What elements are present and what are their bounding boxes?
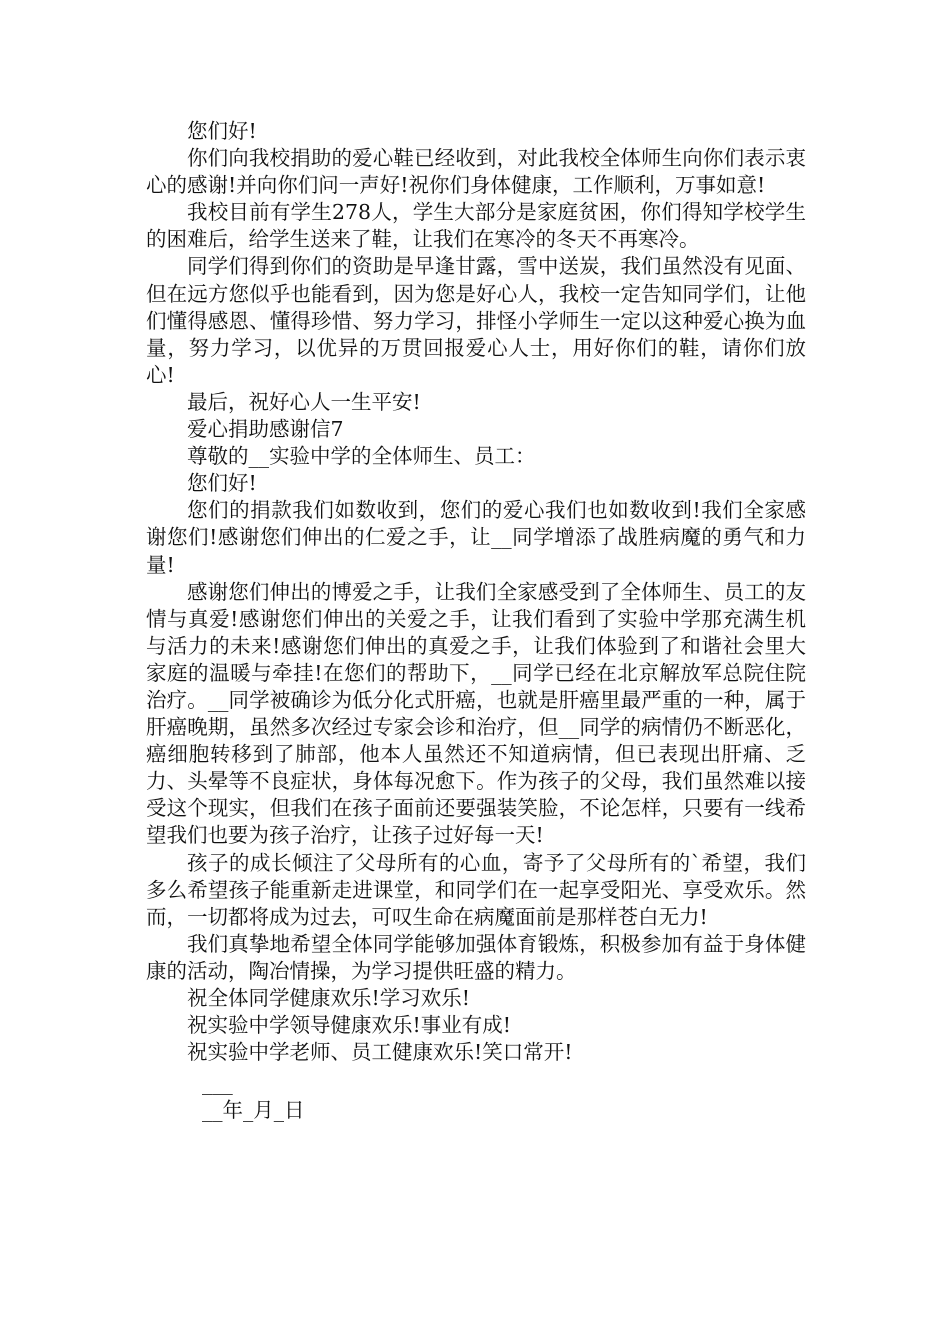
paragraph-wish: 我们真挚地希望全体同学能够加强体育锻炼，积极参加有益于身体健康的活动，陶冶情操，为学习提供旺盛的精力。 (146, 931, 806, 983)
letter-document (146, 118, 806, 1124)
wish-students: 祝全体同学健康欢乐!学习欢乐! (187, 986, 470, 1010)
paragraph-closing: 最后，祝好心人一生平安! (187, 389, 421, 414)
paragraph-students: 我校目前有学生278人，学生大部分是家庭贫困，你们得知学校学生的困难后，给学生送来了鞋，让我们在寒冷的冬天不再寒冷。 (146, 200, 806, 252)
paragraph-thanks: 你们向我校捐助的爱心鞋已经收到，对此我校全体师生向你们表示衷心的感谢!并向你们问一声好!祝你们身体健康，工作顺利，万事如意! (146, 146, 806, 198)
salutation: 尊敬的__实验中学的全体师生、员工： (187, 444, 536, 469)
wish-teachers: 祝实验中学老师、员工健康欢乐!笑口常开! (187, 1040, 573, 1065)
paragraph-hope: 孩子的成长倾注了父母所有的心血，寄予了父母所有的`希望，我们多么希望孩子能重新走进课堂，和同学们在一起享受阳光、享受欢乐。然而，一切都将成为过去，可叹生命在病魔面前是那样苍白无力! (146, 850, 806, 929)
greeting-2: 您们好! (187, 471, 257, 496)
wish-leaders: 祝实验中学领导健康欢乐!事业有成! (187, 1013, 511, 1038)
signature-line: ___ (202, 1071, 233, 1096)
paragraph-help: 同学们得到你们的资助是早逢甘露，雪中送炭，我们虽然没有见面、但在远方您似乎也能看到，因为您是好心人，我校一定告知同学们，让他们懂得感恩、懂得珍惜、努力学习，排怪小学师生一定以这种爱心换为血量，努力学习，以优异的万贯回报爱心人士，用好你们的鞋，请你们放心! (146, 254, 806, 387)
date-line: __年_月_日 (202, 1098, 305, 1123)
greeting: 您们好! (187, 119, 257, 143)
letter-title: 爱心捐助感谢信7 (187, 417, 344, 442)
paragraph-gratitude: 感谢您们伸出的博爱之手，让我们全家感受到了全体师生、员工的友情与真爱!感谢您们伸出的关爱之手，让我们看到了实验中学那充满生机与活力的未来!感谢您们伸出的真爱之手，让我们体验到了和谐社会里大家庭的温暖与牵挂!在您们的帮助下，__同学已经在北京解放军总院住院治疗。__同学被确诊为低分化式肝癌，也就是肝癌里最严重的一种，属于肝癌晚期，虽然多次经过专家会诊和治疗，但__同学的病情仍不断恶化，癌细胞转移到了肺部，他本人虽然还不知道病情，但已表现出肝痛、乏力、头晕等不良症状，身体每况愈下。作为孩子的父母，我们虽然难以接受这个现实，但我们在孩子面前还要强装笑脸，不论怎样，只要有一线希望我们也要为孩子治疗，让孩子过好每一天! (146, 579, 806, 848)
paragraph-donation-received: 您们的捐款我们如数收到，您们的爱心我们也如数收到!我们全家感谢您们!感谢您们伸出的仁爱之手，让__同学增添了战胜病魔的勇气和力量! (146, 498, 806, 577)
